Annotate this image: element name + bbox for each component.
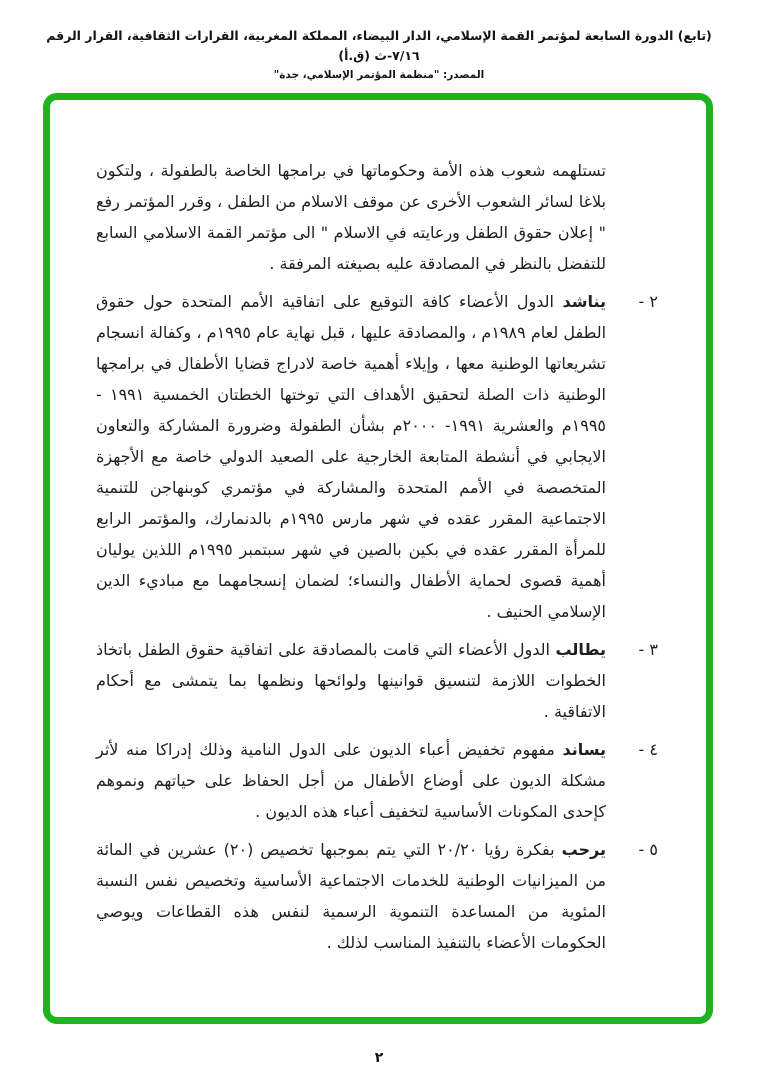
item-number: ٥ - (638, 840, 658, 859)
resolution-item (96, 286, 658, 627)
item-text: الدول الأعضاء كافة التوقيع على اتفاقية الأمم المتحدة حول حقوق الطفل لعام ١٩٨٩م ، والمصادقة عليها ، قبل نهاية عام ١٩٩٥م ، وكفالة انسجام تشريعاتها الوطنية معها ، وإيلاء أهمية خاصة لادراج قضايا الأطفال في برامجها الوطنية ذات الصلة لتحقيق الأهداف التي توختها الخطتان الخمسية ١٩٩١ - ١٩٩٥م والعشرية ١٩٩١- ٢٠٠٠م بشأن الطفولة وضرورة المشاركة والتعاون الايجابي في أنشطة المتابعة الخارجية على الصعيد الدولي خاصة مع الأجهزة المتخصصة في الأمم المتحدة والمشاركة في مؤتمري كوبنهاجن للتنمية الاجتماعية المقرر عقده في شهر مارس ١٩٩٥م بالدنمارك، والمؤتمر الرابع للمرأة المقرر عقده في بكين بالصين في شهر سبتمبر ١٩٩٥م اللذين يوليان أهمية قصوى لحماية الأطفال والنساء؛ لضمان إنسجامهما مع مباديء الدين الإسلامي الحنيف . (96, 292, 607, 621)
intro-paragraph: تستلهمه شعوب هذه الأمة وحكوماتها في برامجها الخاصة بالطفولة ، ولتكون بلاغا لسائر الشعوب الأخرى عن موقف الاسلام من الطفل ، وقرر المؤتمر رفع " إعلان حقوق الطفل ورعايته في الاسلام " الى مؤتمر القمة الاسلامي السابع للتفضل بالنظر في المصادقة عليه بصيغته المرفقة . (96, 161, 606, 273)
document-source-line: المصدر: "منظمة المؤتمر الإسلامي، جدة" (273, 69, 485, 81)
item-text: بفكرة رؤيا ٢٠/٢٠ التي يتم بموجبها تخصيص (٢٠) عشرين في المائة من الميزانيات الوطنية للخدمات الاجتماعية الأساسية وتخصيص نفس النسبة المئوية من المساعدة التنموية الرسمية لنفس هذه القطاعات ويوصي الحكومات الأعضاء بالتنفيذ المناسب لذلك . (96, 840, 606, 952)
item-number: ٢ - (638, 292, 658, 311)
item-lead-word: يساند (562, 740, 606, 759)
item-lead-word: يرحب (561, 840, 607, 859)
item-number: ٤ - (638, 740, 658, 759)
item-number: ٣ - (638, 640, 658, 659)
document-header (0, 26, 758, 81)
resolution-item (96, 834, 658, 958)
green-border-frame (43, 93, 713, 1024)
document-title-line: (تابع) الدورة السابعة لمؤتمر القمة الإسلامي، الدار البيضاء، المملكة المغربية، القرارات الثقافية، القرار الرقم ٧/١٦-ث (ق.أ) (46, 28, 712, 63)
item-lead-word: يناشد (562, 292, 606, 311)
resolution-item (96, 734, 658, 827)
resolution-items-list (96, 286, 658, 958)
item-lead-word: يطالب (555, 640, 606, 659)
resolution-item (96, 634, 658, 727)
page-number: ٢ (374, 1050, 384, 1066)
item-text: الدول الأعضاء التي قامت بالمصادقة على اتفاقية حقوق الطفل باتخاذ الخطوات اللازمة لتنسيق قوانينها ولوائحها ونظمها بما يتمشى مع أحكام الاتفاقية . (96, 640, 606, 721)
document-body (96, 155, 658, 965)
item-text: مفهوم تخفيض أعباء الديون على الدول النامية وذلك إدراكا منه لأثر مشكلة الديون على أوضاع الأطفال من أجل الحفاظ على حياتهم ونموهم كإحدى المكونات الأساسية لتخفيف أعباء هذه الديون . (96, 740, 606, 821)
